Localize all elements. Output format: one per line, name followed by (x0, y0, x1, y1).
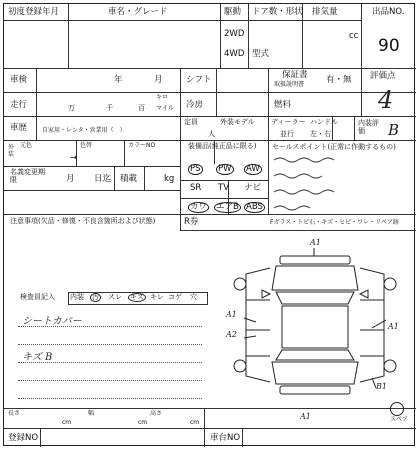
fuel-label: 燃料 (274, 100, 292, 110)
warranty-label: 保証書 (282, 70, 308, 80)
rule (4, 214, 416, 215)
rule (4, 190, 180, 191)
model-label: 型式 (252, 49, 270, 59)
capacity-unit: 人 (208, 130, 215, 138)
spare-tire-label: スペア (390, 416, 409, 423)
equipment-aw: AW (246, 164, 260, 174)
mileage-unit-mile: マイル (156, 105, 174, 112)
history-label: 車歴 (10, 123, 28, 133)
exterior-label: 外装 (8, 144, 15, 159)
inspector-title: 検査員記入 (20, 293, 55, 301)
rule (180, 198, 268, 199)
spare-tire-icon (390, 402, 404, 416)
width-label: 幅 (88, 410, 95, 417)
damage-mark-left-rear: A2 (226, 330, 237, 339)
inspection-label: 車検 (10, 75, 28, 85)
inspector-interior-label: 内装 (70, 293, 84, 301)
ac-label: 冷房 (186, 100, 204, 110)
width-unit: cm (138, 419, 148, 426)
name-change-label: 名義変更期限 (10, 168, 45, 185)
glass-line: Fガラス・トビ石・キズ・ヒビ・ワレ・リペア跡 (270, 219, 400, 226)
lot-no-label: 出品NO. (372, 7, 405, 17)
rule (114, 166, 115, 190)
score-value: 4 (378, 86, 394, 114)
rule (216, 68, 217, 116)
damage-mark-right: A1 (388, 322, 399, 331)
month-label: 月 (154, 75, 163, 85)
rule (361, 4, 362, 68)
mileage-unit-100: 百 (138, 104, 145, 112)
mileage-unit-1k: 千 (106, 104, 113, 112)
dealer-sub-label: 並行 (280, 130, 294, 138)
mileage-label: 走行 (10, 100, 28, 110)
equipment-title: 装備品(純正品に限る) (188, 142, 257, 150)
equipment-tv: TV (218, 183, 230, 193)
damage-mark-front: A1 (310, 238, 321, 247)
mileage-unit-10k: 万 (68, 104, 75, 112)
name-change-month: 月 (66, 174, 75, 184)
original-color-label: 元色 (20, 142, 33, 149)
notes-title: 注意事項(欠品・修復・不良含箇所および状態) (10, 217, 156, 225)
inspector-line-2: キズ B (22, 352, 53, 363)
rule (242, 428, 243, 447)
equipment-sr: SR (190, 183, 202, 193)
rule (180, 180, 268, 181)
dealer-label: ディーラー (271, 118, 306, 126)
equipment-navi: ナビ (244, 183, 262, 193)
damage-mark-bottom: A1 (300, 412, 311, 421)
rule (4, 92, 416, 93)
rule (248, 4, 249, 68)
rule (4, 20, 361, 21)
equipment-airbag: エアB (216, 202, 239, 212)
year-label: 年 (114, 75, 123, 85)
handle-sides: 左・右 (310, 130, 331, 138)
auction-sheet (3, 3, 415, 446)
interior-score-label: 内装評価 (358, 119, 379, 135)
rule (180, 68, 181, 230)
handle-label: ハンドル (310, 118, 338, 126)
r-voucher-label: R券 (184, 217, 199, 227)
height-unit: cm (190, 419, 200, 426)
first-registration-label: 初度登録年月 (8, 7, 60, 17)
color-no-label: カラーNO (128, 142, 156, 149)
drive-4wd-label: 4WD (224, 49, 245, 59)
capacity-label: 定員 (184, 118, 198, 126)
height-label: 高さ (150, 410, 163, 417)
equipment-pw: PW (218, 164, 232, 174)
damage-mark-rear: B1 (376, 382, 387, 391)
warranty-sub-label: 取扱説明書 (274, 81, 305, 88)
condition-burn: コゲ (168, 293, 182, 301)
rule (361, 68, 362, 116)
rule (124, 140, 125, 166)
cc-unit-label: cc (349, 31, 359, 41)
condition-hole: 穴 (190, 293, 197, 301)
length-label: 長さ (8, 410, 21, 417)
rule (144, 166, 145, 190)
sales-points-title: セールスポイント(正常に作動するもの) (272, 143, 396, 151)
car-damage-diagram (226, 238, 404, 406)
length-unit: cm (62, 419, 72, 426)
rule (4, 408, 416, 409)
handwriting-scribble (272, 154, 392, 214)
color-change-label: 色替 (80, 142, 93, 149)
mileage-unit-km: キロ (156, 94, 169, 101)
history-options: 自家用・レンタ・営業用（ ） (42, 127, 126, 134)
rule (220, 4, 221, 68)
exterior-model-label: 外装モデル (220, 118, 255, 126)
condition-scratch: キズ (130, 293, 144, 301)
inspector-line-1: シートカバー (22, 316, 82, 327)
notes-line (18, 344, 202, 345)
condition-cut: キレ (150, 293, 164, 301)
condition-scuff: スレ (108, 293, 122, 301)
damage-mark-left-front: A1 (226, 310, 237, 319)
displacement-label: 排気量 (312, 7, 338, 17)
condition-stain: 汚 (92, 293, 99, 301)
warranty-yes-no: 有・無 (326, 75, 352, 85)
score-label: 評価点 (370, 71, 396, 81)
equipment-abs: ABS (246, 202, 263, 212)
rule (4, 166, 180, 167)
rule (4, 428, 416, 429)
drive-2wd-label: 2WD (224, 29, 245, 39)
rule (354, 116, 355, 140)
name-change-day: 日迄 (94, 174, 112, 184)
notes-line (18, 380, 202, 381)
rule (36, 116, 37, 140)
rule (4, 140, 416, 141)
rule (180, 230, 416, 231)
rule (36, 92, 37, 116)
rule (268, 68, 269, 214)
rule (4, 68, 416, 69)
rule (204, 408, 205, 447)
equipment-ps: PS (190, 164, 201, 174)
interior-score-value: B (388, 121, 400, 139)
lot-number: 90 (378, 36, 400, 56)
arrow-glyph: → (70, 153, 78, 163)
notes-line (18, 398, 202, 399)
door-shape-label: ドア数・形状 (252, 7, 303, 17)
car-name-grade-label: 車名・グレード (108, 7, 168, 17)
rule (40, 428, 41, 447)
registration-no-label: 登録NO (8, 433, 39, 443)
rule (36, 68, 37, 92)
chassis-no-label: 車台NO (210, 433, 241, 443)
rule (68, 4, 69, 68)
load-label: 積載 (120, 174, 138, 184)
load-unit: kg (164, 174, 175, 184)
equipment-leather: カワ (190, 202, 208, 212)
shift-label: シフト (186, 75, 212, 85)
drive-label: 駆動 (224, 7, 242, 17)
